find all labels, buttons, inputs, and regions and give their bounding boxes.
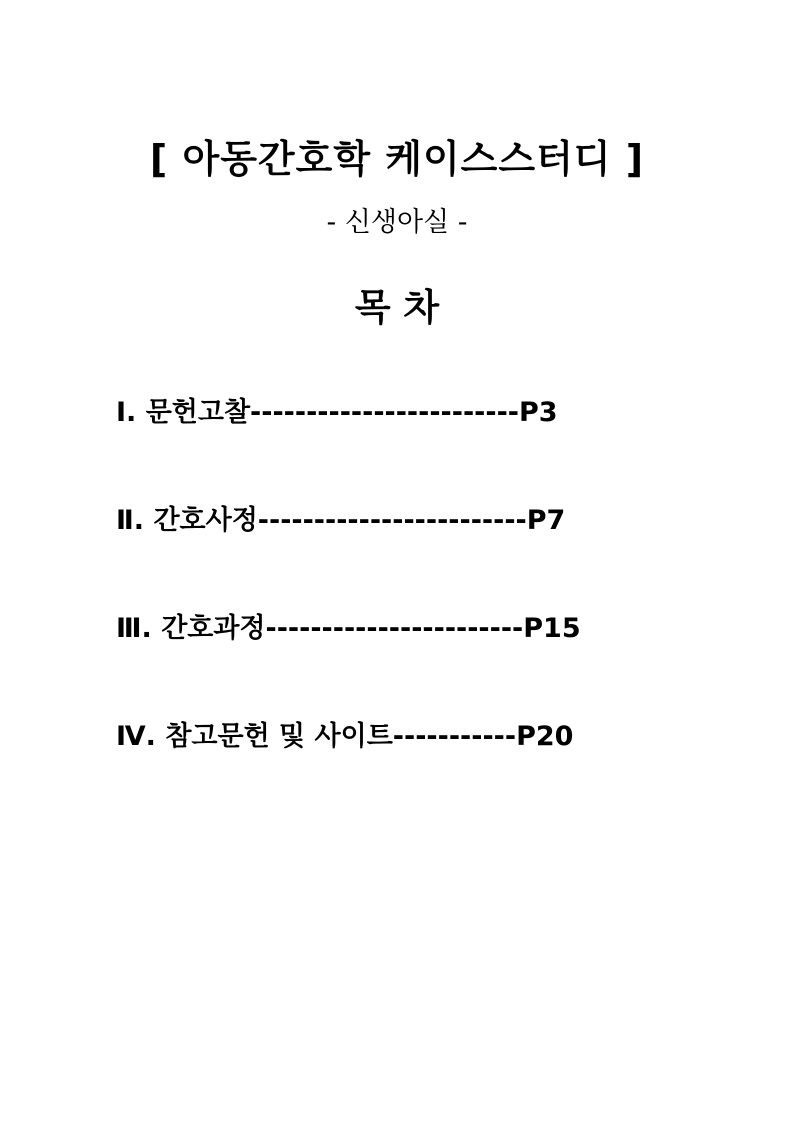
document-subtitle: - 신생아실 - (326, 207, 468, 238)
toc-entry-leader: ------------------------ (257, 505, 527, 536)
toc-entry-number: Ⅳ. (116, 721, 156, 752)
toc-entry-number: Ⅲ. (116, 613, 152, 644)
toc-entry-label: 간호과정 (161, 613, 266, 644)
toc-entry-page: P3 (519, 397, 558, 428)
toc-entry-number: Ⅱ. (116, 505, 145, 536)
document-title: [ 아동간호학 케이스스터디 ] (149, 137, 645, 181)
toc-entry-page: P7 (526, 505, 566, 536)
toc-entry-page: P20 (516, 721, 574, 752)
toc-entry-references[interactable] (116, 719, 696, 827)
toc-entry-leader: ------------------------ (250, 397, 519, 428)
toc-entry-nursing-assessment[interactable] (116, 503, 696, 611)
toc-entry-label: 문헌고찰 (145, 397, 251, 428)
toc-entry-label: 간호사정 (153, 505, 258, 536)
toc-heading: 목 차 (354, 286, 440, 329)
toc-entry-literature-review[interactable] (116, 395, 696, 503)
toc-entry-number: Ⅰ. (116, 397, 137, 428)
toc-entry-leader: ----------------------- (265, 613, 524, 644)
toc-entry-label: 참고문헌 및 사이트 (165, 721, 393, 752)
toc-entry-nursing-process[interactable] (116, 611, 696, 719)
table-of-contents (116, 395, 696, 827)
toc-entry-leader: ----------- (392, 721, 517, 752)
toc-entry-page: P15 (523, 613, 581, 644)
